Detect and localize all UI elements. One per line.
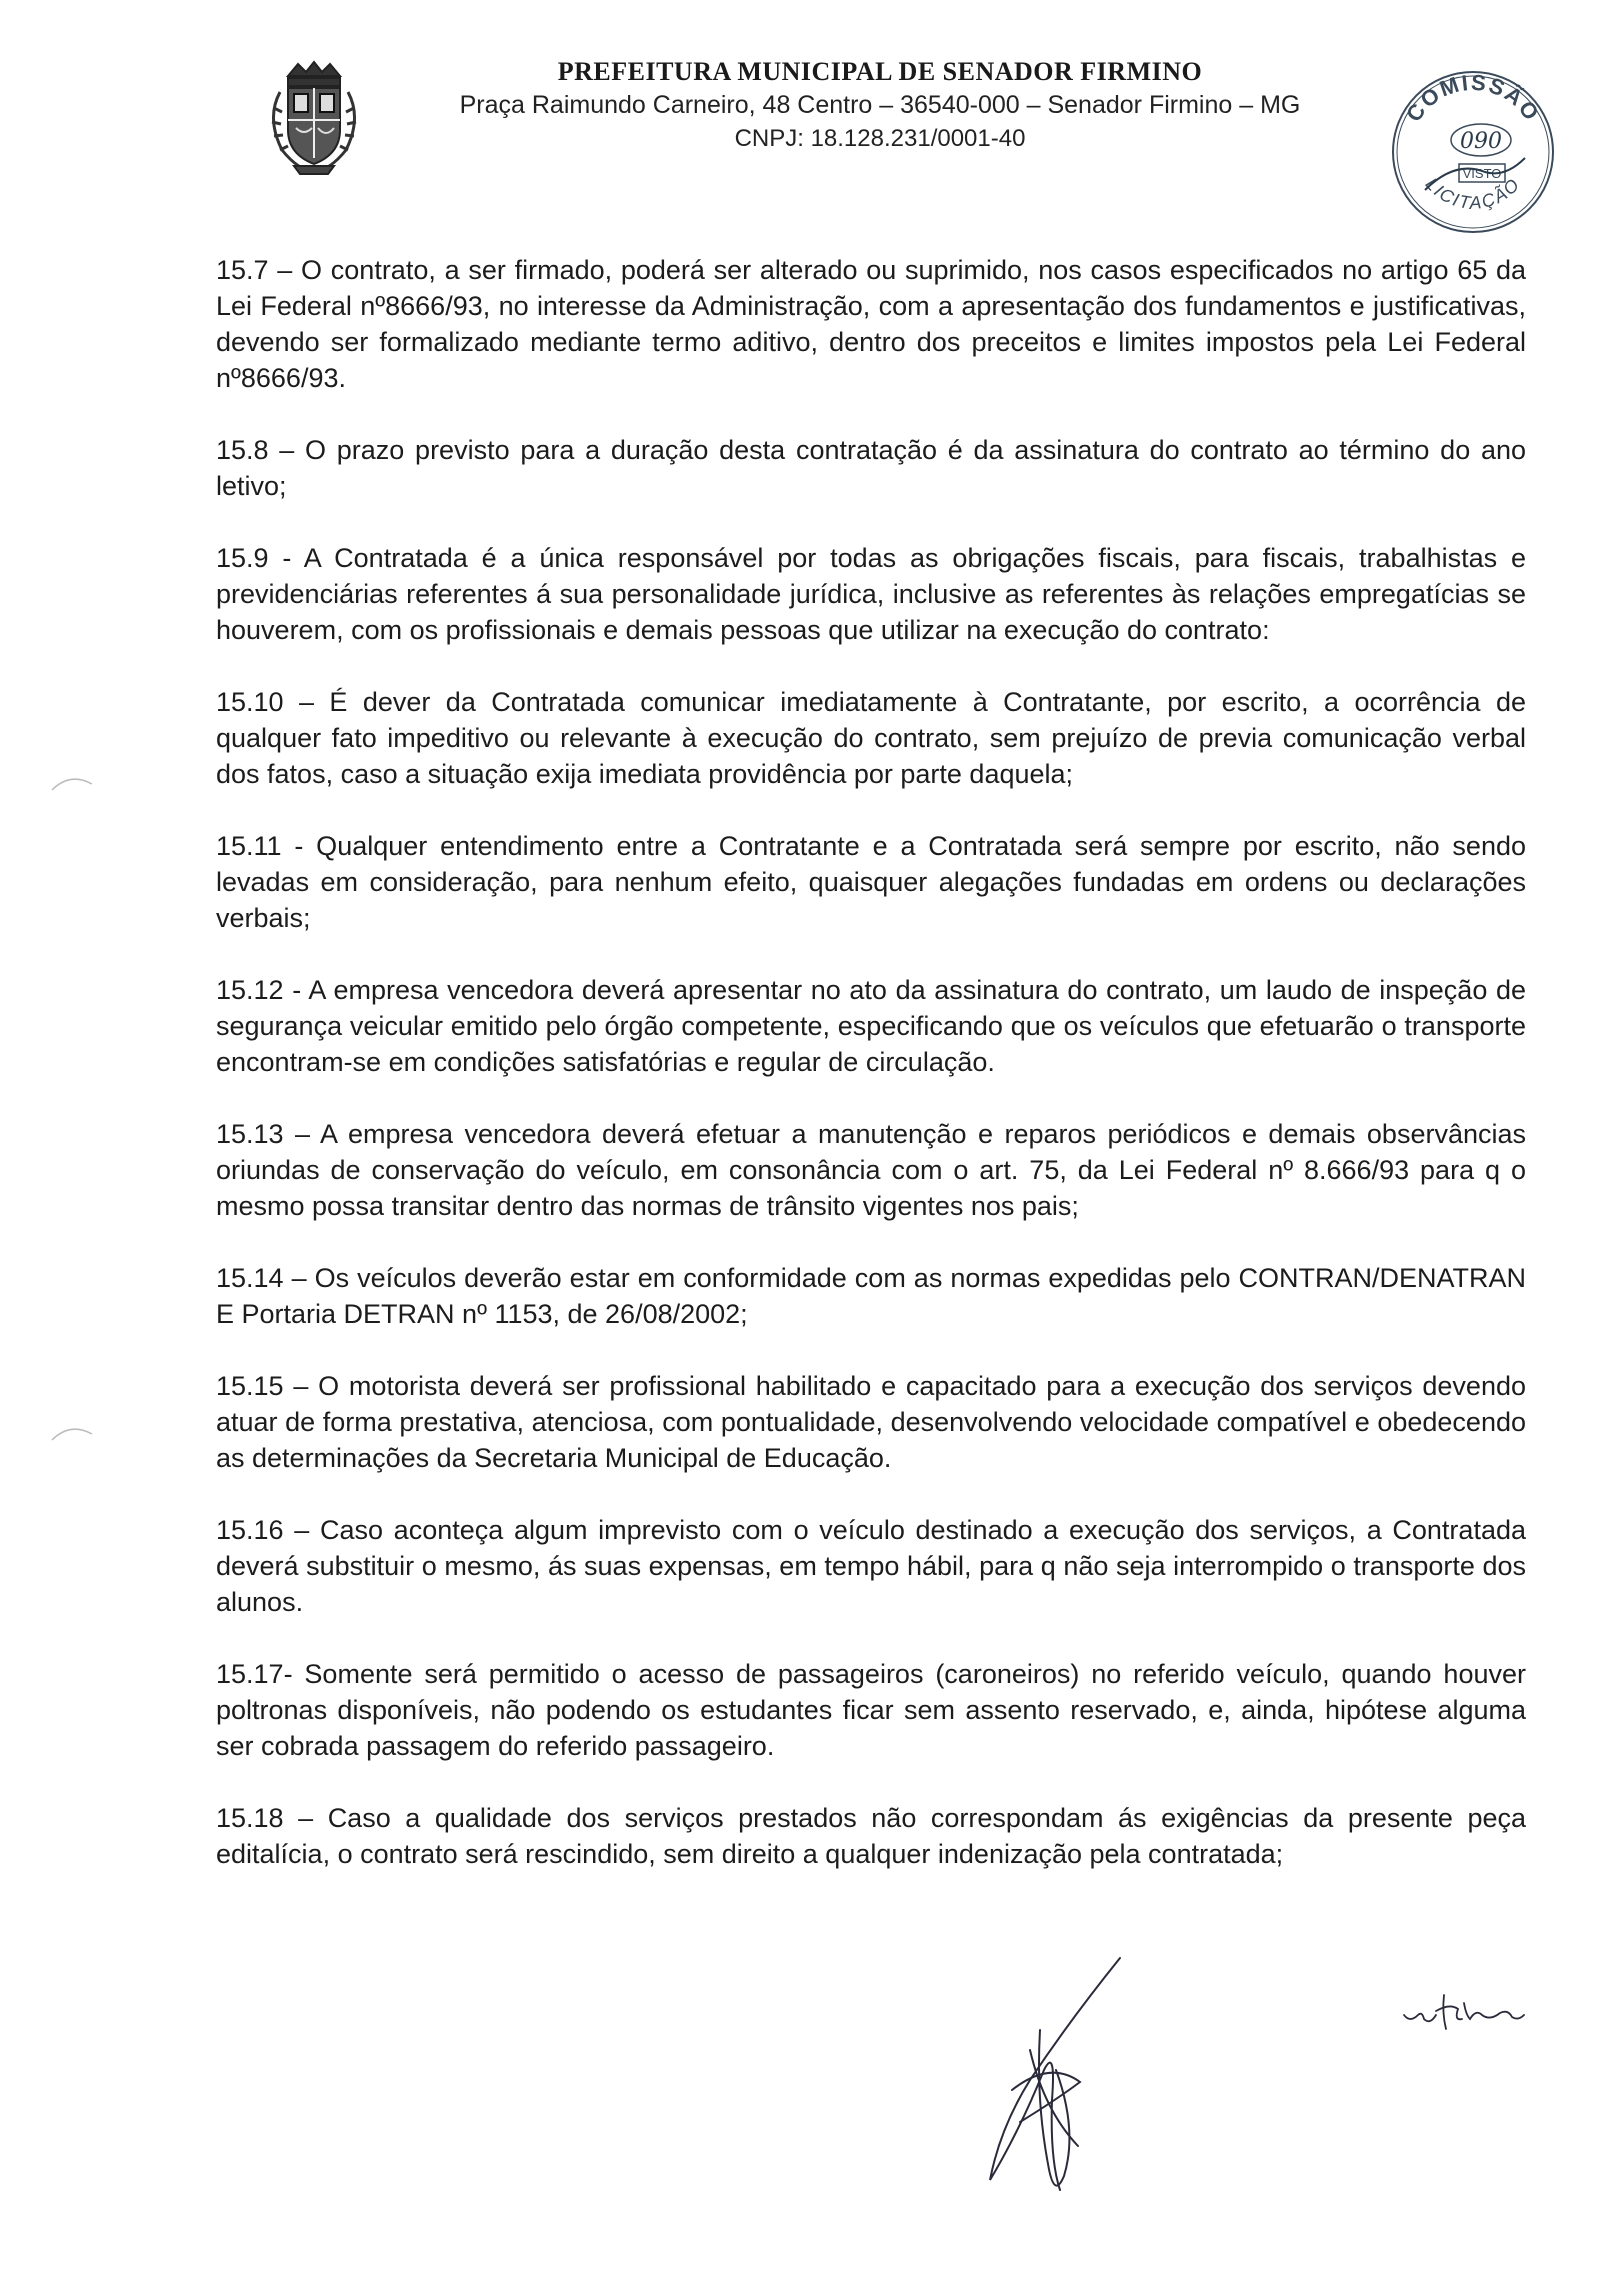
clause-15-10: 15.10 – É dever da Contratada comunicar imediatamente à Contratante, por escrito, a ocorrência de qualquer fato impeditivo ou relevante à execução do contrato, sem prejuízo de previa comunicação verbal dos fatos, caso a situação exija imediata providência por parte daquela; [216,687,1526,789]
clause-15-15: 15.15 – O motorista deverá ser profissional habilitado e capacitado para a execução dos serviços devendo atuar de forma prestativa, atenciosa, com pontualidade, desenvolvendo velocidade compatível e obedecendo as determinações da Secretaria Municipal de Educação. [216,1371,1526,1473]
clause-15-14: 15.14 – Os veículos deverão estar em conformidade com as normas expedidas pelo CONTRAN/DENATRAN E Portaria DETRAN nº 1153, de 26/08/2002; [216,1263,1526,1329]
clause-15-7: 15.7 – O contrato, a ser firmado, poderá ser alterado ou suprimido, nos casos especificados no artigo 65 da Lei Federal nº8666/93, no interesse da Administração, com a apresentação dos fundamentos e justificativas, devendo ser formalizado mediante termo aditivo, dentro dos preceitos e limites impostos pela Lei Federal nº8666/93. [216,255,1526,393]
margin-mark [50,770,94,792]
municipal-crest-icon [258,58,370,178]
institution-cnpj: CNPJ: 18.128.231/0001-40 [734,125,1026,152]
institution-address: Praça Raimundo Carneiro, 48 Centro – 36540-000 – Senador Firmino – MG [459,91,1301,119]
svg-text:COMISSÃO [1401,70,1545,127]
clause-15-17: 15.17- Somente será permitido o acesso de passageiros (caroneiros) no referido veículo, quando houver poltronas disponíveis, não podendo os estudantes ficar sem assento reservado, e, ainda, hipótese alguma ser cobrada passagem do referido passageiro. [216,1659,1526,1761]
contract-clauses [216,252,1526,1908]
initials-rubric [1400,1985,1540,2035]
clause-15-9: 15.9 - A Contratada é a única responsável por todas as obrigações fiscais, para fiscais, trabalhistas e previdenciárias referentes á sua personalidade jurídica, inclusive as referentes às relações empregatícias se houverem, com os profissionais e demais pessoas que utilizar na execução do contrato: [216,543,1526,645]
clause-15-13: 15.13 – A empresa vencedora deverá efetuar a manutenção e reparos periódicos e demais observâncias oriundas de conservação do veículo, em consonância com o art. 75, da Lei Federal nº 8.666/93 para q o mesmo possa transitar dentro das normas de trânsito vigentes nos pais; [216,1119,1526,1221]
handwritten-signature [960,1950,1160,2210]
clause-15-11: 15.11 - Qualquer entendimento entre a Contratante e a Contratada será sempre por escrito, não sendo levadas em consideração, para nenhum efeito, quaisquer alegações fundadas em ordens ou declarações verbais; [216,831,1526,933]
margin-mark [50,1420,94,1442]
commission-stamp [1385,60,1561,240]
institution-name: PREFEITURA MUNICIPAL DE SENADOR FIRMINO [557,57,1203,86]
clause-15-16: 15.16 – Caso aconteça algum imprevisto com o veículo destinado a execução dos serviços, a Contratada deverá substituir o mesmo, ás suas expensas, em tempo hábil, para q não seja interrompido o transporte dos alunos. [216,1515,1526,1617]
clause-15-18: 15.18 – Caso a qualidade dos serviços prestados não correspondam ás exigências da presente peça editalícia, o contrato será rescindido, sem direito a qualquer indenização pela contratada; [216,1803,1526,1869]
clause-15-12: 15.12 - A empresa vencedora deverá apresentar no ato da assinatura do contrato, um laudo de inspeção de segurança veicular emitido pelo órgão competente, especificando que os veículos que efetuarão o transporte encontram-se em condições satisfatórias e regular de circulação. [216,975,1526,1077]
stamp-label: VISTO [1462,166,1502,181]
stamp-page-number: 090 [1460,129,1502,154]
letterhead [380,56,1380,156]
stamp-bottom-text: LICITAÇÃO [1421,173,1525,213]
clause-15-8: 15.8 – O prazo previsto para a duração desta contratação é da assinatura do contrato ao término do ano letivo; [216,435,1526,501]
stamp-top-text: COMISSÃO [1400,69,1545,127]
